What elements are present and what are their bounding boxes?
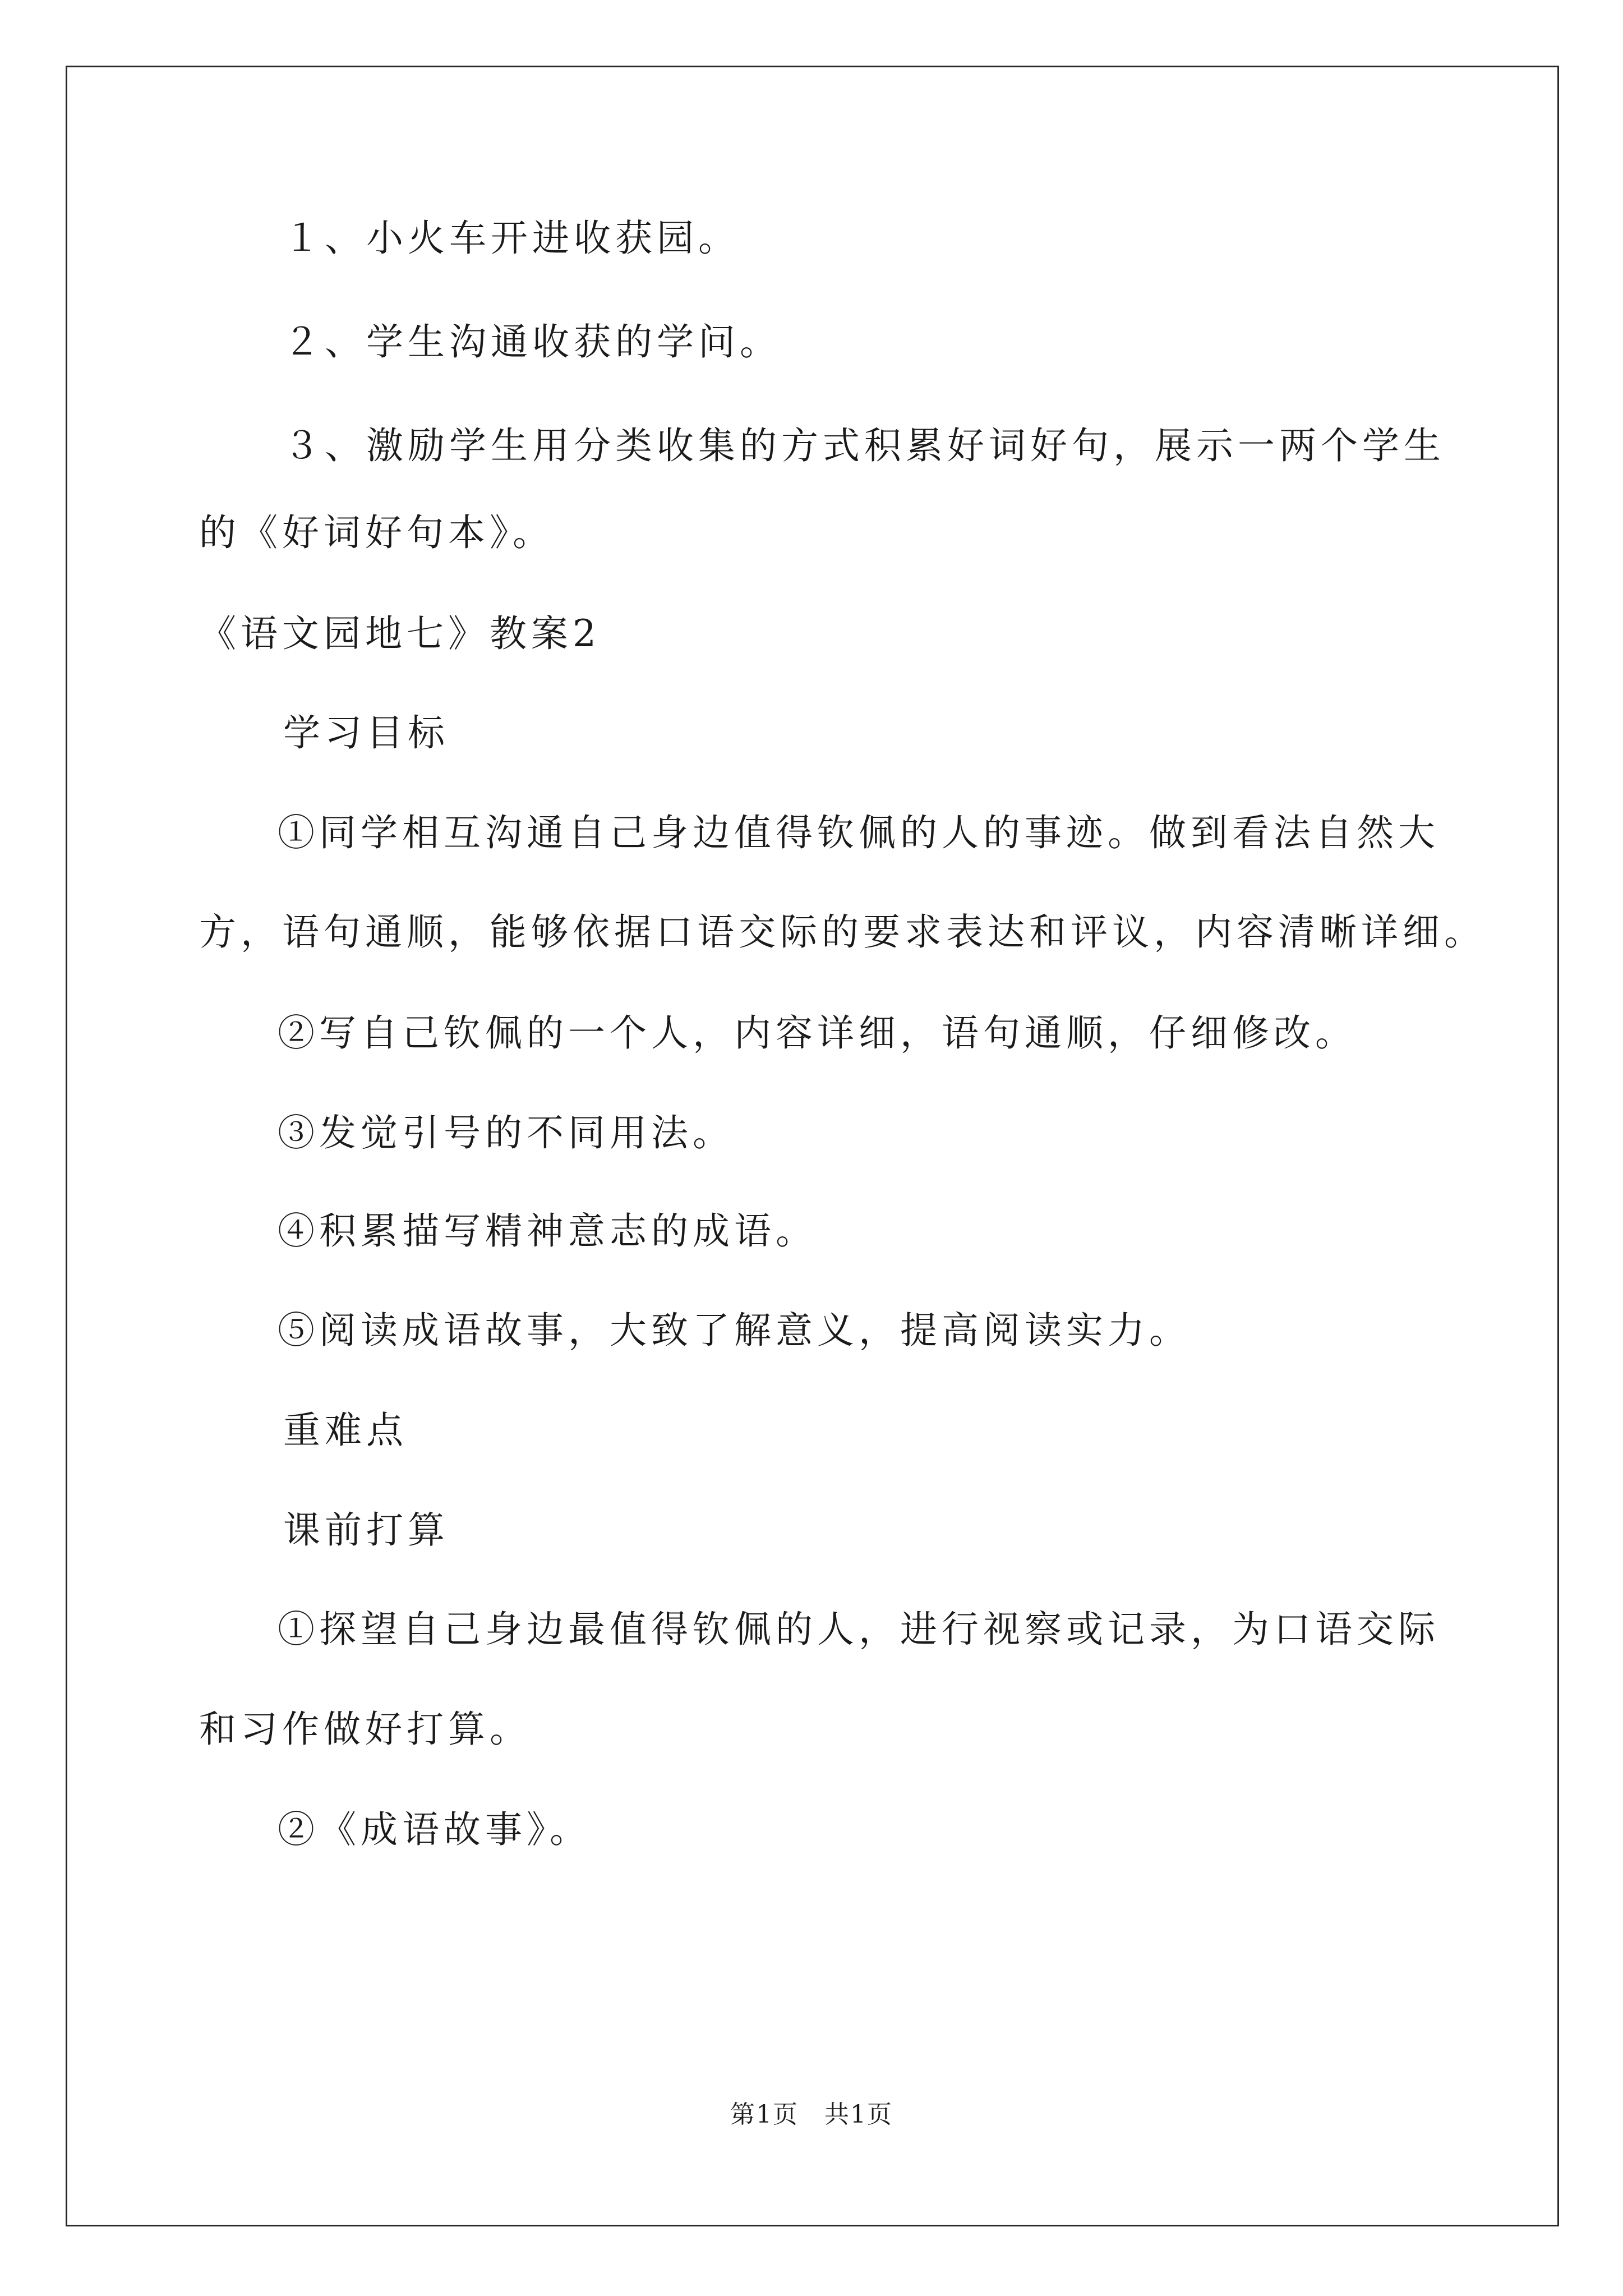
list-item-2: ２、学生沟通收获的学问。 [283, 320, 781, 364]
prep-item-1-continued: 和习作做好打算。 [199, 1708, 531, 1751]
section-heading: 《语文园地七》教案2 [199, 612, 601, 655]
list-item-3: ３、激励学生用分类收集的方式积累好词好句，展示一两个学生 [283, 424, 1445, 467]
page-number: 第1页 共1页 [730, 2100, 893, 2129]
goal-item-3: ③发觉引号的不同用法。 [278, 1111, 734, 1154]
prep-item-1: ①探望自己身边最值得钦佩的人，进行视察或记录，为口语交际 [278, 1608, 1440, 1651]
subheading-preparation: 课前打算 [283, 1508, 449, 1552]
goal-item-1: ①同学相互沟通自己身边值得钦佩的人的事迹。做到看法自然大 [278, 811, 1440, 854]
list-item-3-continued: 的《好词好句本》。 [199, 511, 554, 554]
goal-item-4: ④积累描写精神意志的成语。 [278, 1209, 817, 1253]
subheading-key-points: 重难点 [283, 1409, 408, 1452]
goal-item-5: ⑤阅读成语故事，大致了解意义，提高阅读实力。 [278, 1309, 1191, 1352]
list-item-1: １、小火车开进收获园。 [283, 217, 740, 260]
subheading-learning-goals: 学习目标 [283, 711, 449, 754]
goal-item-2: ②写自己钦佩的一个人，内容详细，语句通顺，仔细修改。 [278, 1011, 1357, 1055]
goal-item-1-continued: 方，语句通顺，能够依据口语交际的要求表达和评议，内容清晰详细。 [199, 910, 1486, 954]
prep-item-2: ②《成语故事》。 [278, 1808, 591, 1851]
